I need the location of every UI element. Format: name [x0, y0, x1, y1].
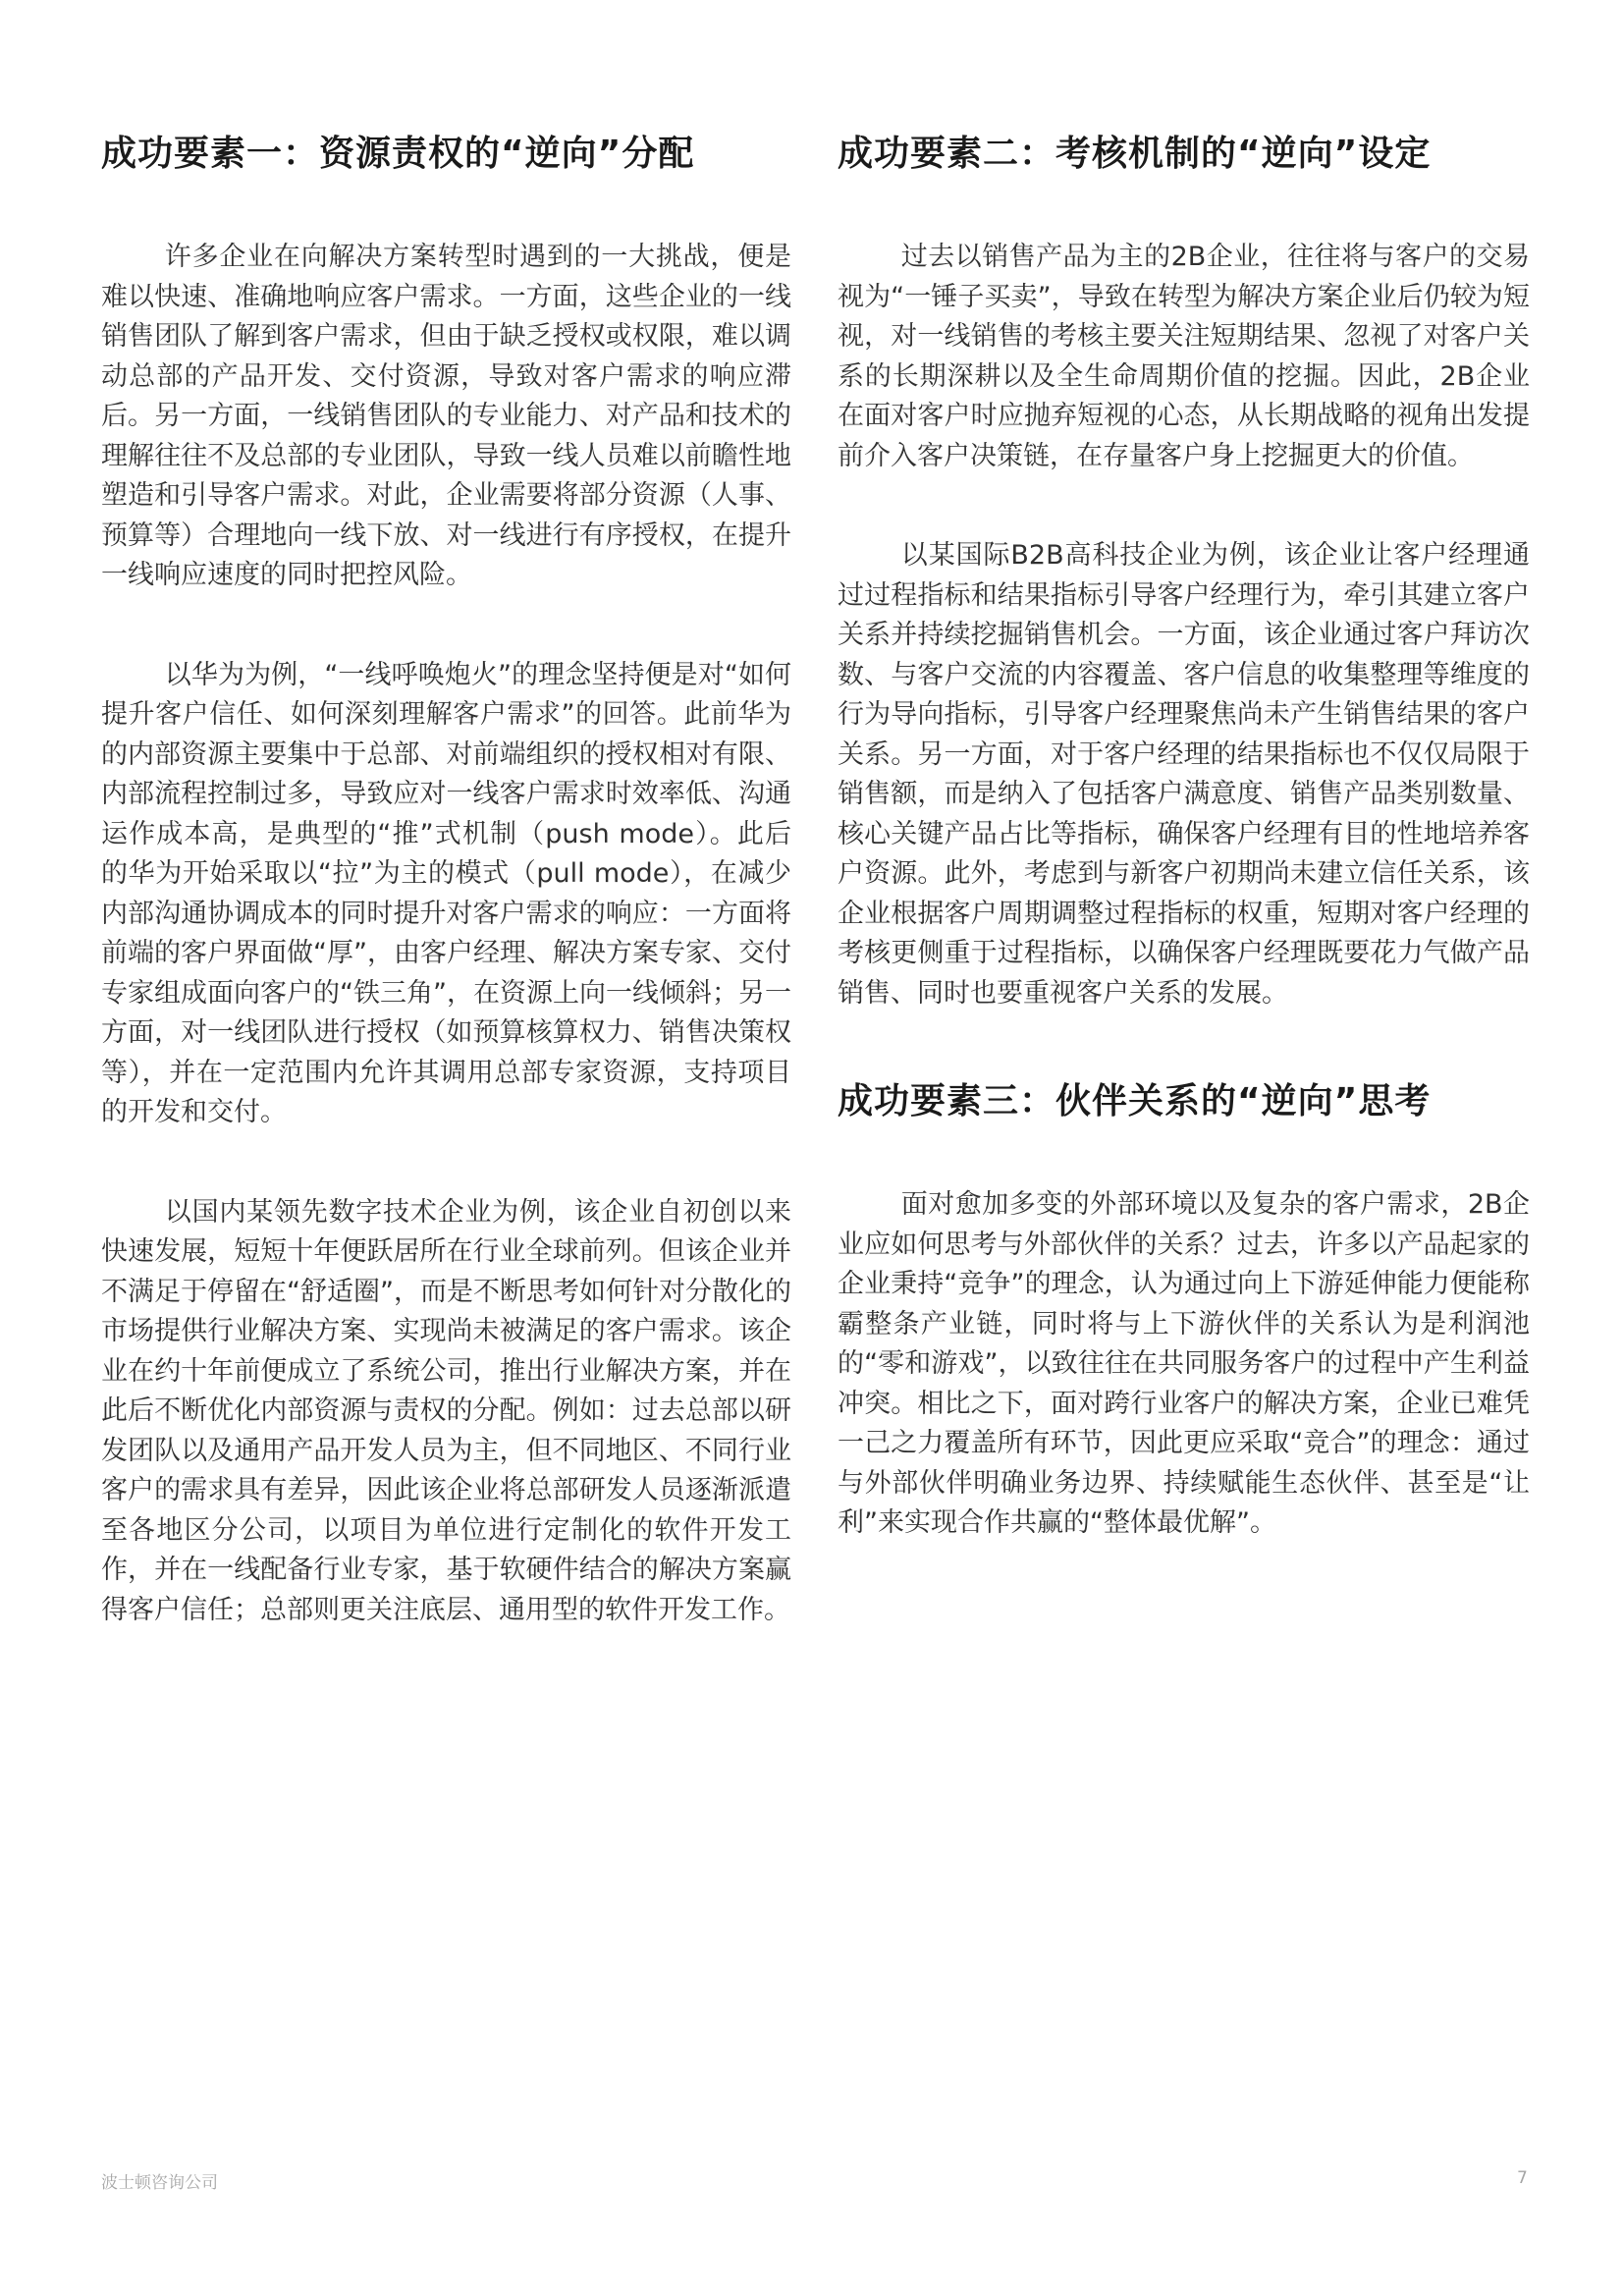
paragraph: 面对愈加多变的外部环境以及复杂的客户需求，2B企业应如何思考与外部伙伴的关系？过去，许多以产品起家的企业秉持“竞争”的理念，认为通过向上下游延伸能力便能称霸整条产业链，同时将与上下游伙伴的关系认为是利润池的“零和游戏”，以致往往在共同服务客户的过程中产生利益冲突。相比之下，面对跨行业客户的解决方案，企业已难凭一己之力覆盖所有环节，因此更应采取“竞合”的理念：通过与外部伙伴明确业务边界、持续赋能生态伙伴、甚至是“让利”来实现合作共赢的“整体最优解”。 — [838, 1189, 1530, 1538]
paragraph: 以华为为例，“一线呼唤炮火”的理念坚持便是对“如何提升客户信任、如何深刻理解客户需求”的回答。此前华为的内部资源主要集中于总部、对前端组织的授权相对有限、内部流程控制过多，导致应对一线客户需求时效率低、沟通运作成本高，是典型的“推”式机制（push mode）。此后的华为开始采取以“拉”为主的模式（pull mode），在减少内部沟通协调成本的同时提升对客户需求的响应：一方面将前端的客户界面做“厚”，由客户经理、解决方案专家、交付专家组成面向客户的“铁三角”，在资源上向一线倾斜；另一方面，对一线团队进行授权（如预算核算权力、销售决策权等），并在一定范围内允许其调用总部专家资源，支持项目的开发和交付。 — [101, 659, 791, 1127]
page-number: 7 — [1517, 2168, 1528, 2188]
right-column — [838, 126, 1530, 1604]
paragraph: 以某国际B2B高科技企业为例，该企业让客户经理通过过程指标和结果指标引导客户经理行为，牵引其建立客户关系并持续挖掘销售机会。一方面，该企业通过客户拜访次数、与客户交流的内容覆盖、客户信息的收集整理等维度的行为导向指标，引导客户经理聚焦尚未产生销售结果的客户关系。另一方面，对于客户经理的结果指标也不仅仅局限于销售额，而是纳入了包括客户满意度、销售产品类别数量、核心关键产品占比等指标，确保客户经理有目的性地培养客户资源。此外，考虑到与新客户初期尚未建立信任关系，该企业根据客户周期调整过程指标的权重，短期对客户经理的考核更侧重于过程指标，以确保客户经理既要花力气做产品销售、同时也要重视客户关系的发展。 — [838, 540, 1530, 1009]
section-heading-3: 成功要素三：伙伴关系的“逆向”思考 — [838, 1081, 1432, 1121]
section-heading-2: 成功要素二：考核机制的“逆向”设定 — [838, 134, 1432, 174]
left-column — [101, 126, 791, 1690]
section-heading-1: 成功要素一：资源责权的“逆向”分配 — [101, 134, 695, 174]
paragraph: 过去以销售产品为主的2B企业，往往将与客户的交易视为“一锤子买卖”，导致在转型为解决方案企业后仍较为短视，对一线销售的考核主要关注短期结果、忽视了对客户关系的长期深耕以及全生命周期价值的挖掘。因此，2B企业在面对客户时应抛弃短视的心态，从长期战略的视角出发提前介入客户决策链，在存量客户身上挖掘更大的价值。 — [838, 242, 1530, 471]
paragraph: 许多企业在向解决方案转型时遇到的一大挑战，便是难以快速、准确地响应客户需求。一方面，这些企业的一线销售团队了解到客户需求，但由于缺乏授权或权限，难以调动总部的产品开发、交付资源，导致对客户需求的响应滞后。另一方面，一线销售团队的专业能力、对产品和技术的理解往往不及总部的专业团队，导致一线人员难以前瞻性地塑造和引导客户需求。对此，企业需要将部分资源（人事、预算等）合理地向一线下放、对一线进行有序授权，在提升一线响应速度的同时把控风险。 — [101, 242, 791, 590]
paragraph: 以国内某领先数字技术企业为例，该企业自初创以来快速发展，短短十年便跃居所在行业全球前列。但该企业并不满足于停留在“舒适圈”，而是不断思考如何针对分散化的市场提供行业解决方案、实现尚未被满足的客户需求。该企业在约十年前便成立了系统公司，推出行业解决方案，并在此后不断优化内部资源与责权的分配。例如：过去总部以研发团队以及通用产品开发人员为主，但不同地区、不同行业客户的需求具有差异，因此该企业将总部研发人员逐渐派遣至各地区分公司，以项目为单位进行定制化的软件开发工作，并在一线配备行业专家，基于软硬件结合的解决方案赢得客户信任；总部则更关注底层、通用型的软件开发工作。 — [101, 1196, 791, 1625]
footer-company: 波士顿咨询公司 — [101, 2173, 218, 2193]
